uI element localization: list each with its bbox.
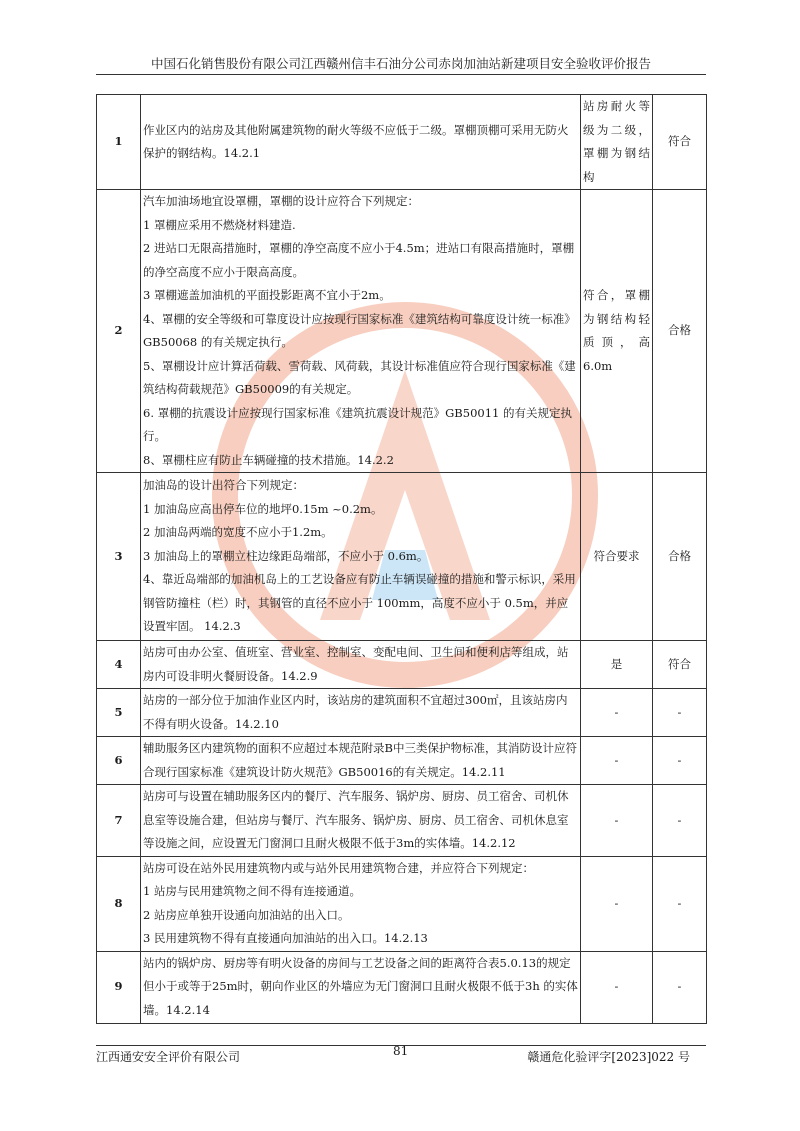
requirement-line: 2 加油岛两端的宽度不应小于1.2m。: [143, 525, 333, 540]
requirement-line: 6. 罩棚的抗震设计应按现行国家标准《建筑抗震设计规范》GB50011 的有关规定执行。: [143, 405, 573, 443]
assessment-result: -: [653, 785, 707, 857]
assessment-result: -: [653, 951, 707, 1023]
requirement-line: 站房可由办公室、值班室、营业室、控制室、变配电间、卫生间和便利店等组成，站房内可设非明火餐厨设备。14.2.9: [143, 645, 569, 683]
table-row: [97, 641, 707, 689]
footer-report-number: 赣通危化验评字[2023]022 号: [527, 1050, 690, 1064]
assessment-result: 合格: [653, 473, 707, 641]
requirement-line: 辅助服务区内建筑物的面积不应超过本规范附录B中三类保护物标准，其消防设计应符合现行国家标准《建筑设计防火规范》GB50016的有关规定。14.2.11: [143, 741, 577, 779]
table-row: [97, 785, 707, 857]
requirement-line: 站内的锅炉房、厨房等有明火设备的房间与工艺设备之间的距离符合表5.0.13的规定但小于或等于25m时，朝向作业区的外墙应为无门窗洞口且耐火极限不低于3h 的实体墙。14.2.14: [143, 955, 578, 1017]
requirement-line: 4、罩棚的安全等级和可靠度设计应按现行国家标准《建筑结构可靠度设计统一标准》GB50068 的有关规定执行。: [143, 311, 576, 349]
requirement-line: 1 罩棚应采用不燃烧材料建造.: [143, 217, 296, 232]
requirement-line: 1 站房与民用建筑物之间不得有连接通道。: [143, 884, 361, 898]
row-number: 4: [97, 641, 141, 689]
footer-company: 江西通安安全评价有限公司: [96, 1050, 241, 1064]
page-number: 81: [393, 1044, 409, 1058]
row-number: 3: [97, 473, 141, 641]
requirement-line: 3 罩棚遮盖加油机的平面投影距离不宜小于2m。: [143, 288, 391, 302]
actual-condition: 符合，罩棚为钢结构轻质顶，高6.0m: [581, 190, 653, 473]
requirement-line: 2 进站口无限高措施时，罩棚的净空高度不应小于4.5m；进站口有限高措施时，罩棚的净空高度不应小于限高高度。: [143, 241, 575, 279]
requirement-text: [141, 856, 581, 951]
requirement-text: [141, 95, 581, 190]
requirement-text: [141, 951, 581, 1023]
requirement-line: 4、靠近岛端部的加油机岛上的工艺设备应有防止车辆误碰撞的措施和警示标识，采用钢管防撞柱（栏）时，其钢管的直径不应小于 100mm，高度不应小于 0.5m，并应设置牢固。 14.2.3: [143, 572, 576, 634]
table-row: [97, 737, 707, 785]
requirement-text: [141, 473, 581, 641]
table-row: [97, 951, 707, 1023]
actual-condition: -: [581, 951, 653, 1023]
table-row: [97, 473, 707, 641]
requirement-line: 3 加油岛上的罩棚立柱边缘距岛端部，不应小于 0.6m。: [143, 548, 429, 563]
requirement-text: [141, 689, 581, 737]
requirement-line: 站房的一部分位于加油作业区内时，该站房的建筑面积不宜超过300㎡，且该站房内不得有明火设备。14.2.10: [143, 693, 568, 731]
assessment-result: 合格: [653, 190, 707, 473]
table-row: [97, 190, 707, 473]
actual-condition: -: [581, 689, 653, 737]
requirement-line: 1 加油岛应高出停车位的地坪0.15m ~0.2m。: [143, 501, 383, 516]
row-number: 9: [97, 951, 141, 1023]
requirement-line: 2 站房应单独开设通向加油站的出入口。: [143, 907, 350, 922]
requirement-line: 加油岛的设计出符合下列规定：: [143, 478, 304, 493]
requirement-line: 作业区内的站房及其他附属建筑物的耐火等级不应低于二级。罩棚顶棚可采用无防火保护的钢结构。14.2.1: [143, 122, 569, 160]
row-number: 5: [97, 689, 141, 737]
assessment-result: -: [653, 737, 707, 785]
row-number: 1: [97, 95, 141, 190]
row-number: 8: [97, 856, 141, 951]
row-number: 6: [97, 737, 141, 785]
header-rule: [96, 74, 706, 75]
requirement-line: 5、罩棚设计应计算活荷载、雪荷载、风荷载，其设计标准值应符合现行国家标准《建筑结构荷载规范》GB50009的有关规定。: [143, 358, 576, 396]
page-header: 中国石化销售股份有限公司江西赣州信丰石油分公司赤岗加油站新建项目安全验收评价报告: [150, 56, 651, 71]
table-row: [97, 856, 707, 951]
table-row: [97, 689, 707, 737]
row-number: 7: [97, 785, 141, 857]
row-number: 2: [97, 190, 141, 473]
table-row: [97, 95, 707, 190]
actual-condition: -: [581, 856, 653, 951]
inspection-table: [96, 94, 707, 1024]
actual-condition: 符合要求: [581, 473, 653, 641]
assessment-result: -: [653, 689, 707, 737]
actual-condition: -: [581, 785, 653, 857]
requirement-line: 8、罩棚柱应有防止车辆碰撞的技术措施。14.2.2: [143, 452, 394, 467]
assessment-result: 符合: [653, 641, 707, 689]
requirement-text: [141, 785, 581, 857]
requirement-line: 汽车加油场地宜设罩棚，罩棚的设计应符合下列规定：: [143, 194, 419, 208]
requirement-line: 站房可与设置在辅助服务区内的餐厅、汽车服务、锅炉房、厨房、员工宿舍、司机休息室等设施合建，但站房与餐厅、汽车服务、锅炉房、厨房、员工宿舍、司机休息室等设施之间，应设置无门窗洞口且耐火极限不低于3m的实体墙。14.2.12: [143, 789, 569, 850]
actual-condition: 站房耐火等级为二级，罩棚为钢结构: [581, 95, 653, 190]
requirement-line: 站房可设在站外民用建筑物内或与站外民用建筑物合建，并应符合下列规定：: [143, 860, 534, 875]
requirement-text: [141, 190, 581, 473]
assessment-result: 符合: [653, 95, 707, 190]
requirement-text: [141, 641, 581, 689]
requirement-text: [141, 737, 581, 785]
actual-condition: 是: [581, 641, 653, 689]
actual-condition: -: [581, 737, 653, 785]
requirement-line: 3 民用建筑物不得有直接通向加油站的出入口。14.2.13: [143, 931, 428, 945]
assessment-result: -: [653, 856, 707, 951]
